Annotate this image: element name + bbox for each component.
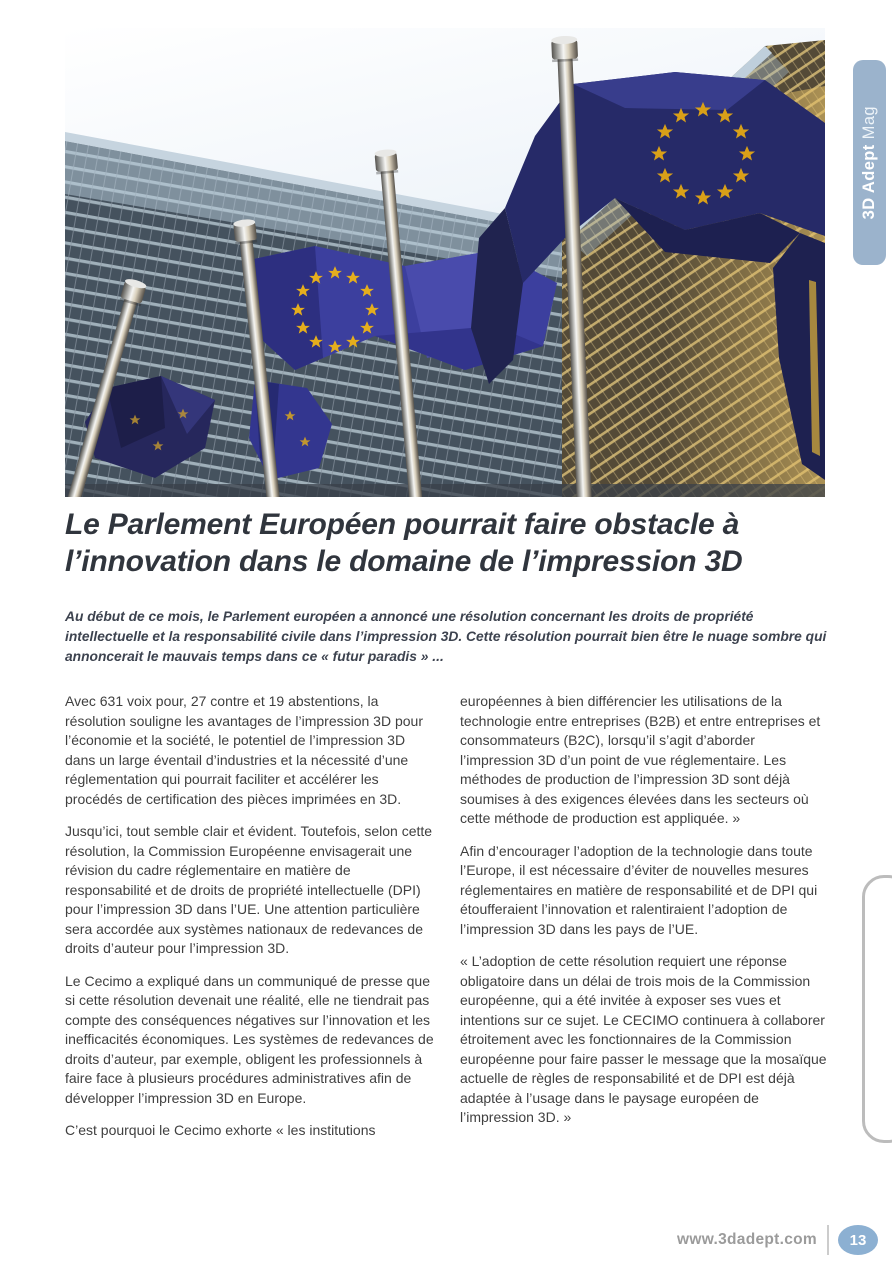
footer-divider <box>827 1225 829 1255</box>
side-tab-label-bold: 3D Adept <box>860 144 878 220</box>
lede: Au début de ce mois, le Parlement européen a annoncé une résolution concernant les droits de propriété intellectuelle et la responsabilité civile dans l’impression 3D. Cette résolution pourrait bien être le nuage sombre qui annoncerait le mauvais temps dans ce « futur paradis » ... <box>65 609 827 664</box>
website-link[interactable]: www.3dadept.com <box>676 1231 817 1248</box>
side-tab-outline <box>862 875 892 1143</box>
paragraph: Jusqu’ici, tout semble clair et évident. Toutefois, selon cette résolution, la Commission Européenne envisagerait une révision du cadre réglementaire en matière de responsabilité et de droits de propriété intellectuelle (DPI) pour l’impression 3D dans l’UE. Une attention particulière sera accordée aux systèmes nationaux de redevances de droits d’auteur pour l’impression 3D. <box>65 823 433 956</box>
facade-base-shadow <box>65 484 825 497</box>
column-right <box>460 692 831 1154</box>
headline-line-1: Le Parlement Européen pourrait faire obstacle à <box>65 508 740 541</box>
page-number: 13 <box>849 1231 867 1249</box>
side-tab-label <box>860 106 879 219</box>
paragraph: européennes à bien différencier les utilisations de la technologie entre entreprises (B2B) et entre entreprises et consommateurs (B2C), lorsqu’il s’agit d’aborder l’impression 3D d’un point de vue réglementaire. Les méthodes de production de l’impression 3D sont déjà soumises à des exigences élevées dans les secteurs où cette méthode de production est appliquée. » <box>460 693 821 826</box>
column-left <box>65 692 436 1154</box>
page-number-badge <box>838 1225 878 1255</box>
paragraph: Afin d’encourager l’adoption de la technologie dans toute l’Europe, il est nécessaire d’éviter de nouvelles mesures réglementaires en matière de responsabilité et de DPI qui étoufferaient l’innovation et ralentiraient l’adoption de l’impression 3D dans les pays de l’UE. <box>460 842 818 937</box>
headline-line-2: l’innovation dans le domaine de l’impression 3D <box>65 545 743 578</box>
paragraph: Avec 631 voix pour, 27 contre et 19 abstentions, la résolution souligne les avantages de l’impression 3D pour l’économie et la société, le potentiel de l’impression 3D dans un large éventail d’industries et la nécessité d’une réglementation qui pourrait faciliter et accélérer les procédés de certification des pièces imprimées en 3D. <box>65 693 423 807</box>
paragraph: « L’adoption de cette résolution requiert une réponse obligatoire dans un délai de trois mois de la Commission européenne, qui a été invitée à exposer ses vues et intentions sur ce sujet. Le CECIMO continuera à collaborer étroitement avec les fonctionnaires de la Commission européenne pour faire passer le message que la mosaïque actuelle de règles de responsabilité et de DPI est déjà adaptée à l’usage dans le paysage européen de l’impression 3D. » <box>460 953 827 1125</box>
photo-eu-flags <box>65 28 825 497</box>
article-columns <box>65 692 831 1154</box>
paragraph: Le Cecimo a expliqué dans un communiqué de presse que si cette résolution devenait une réalité, elle ne tiendrait pas compte des conséquences négatives sur l’innovation et les inefficacités économiques. Les systèmes de redevances de droits d’auteur, par exemple, obligent les professionnels à faire face à plusieurs procédures administratives afin de développer l’impression 3D en Europe. <box>65 972 434 1106</box>
side-tab-label-light: Mag <box>860 105 878 140</box>
paragraph: C’est pourquoi le Cecimo exhorte « les institutions <box>65 1122 376 1138</box>
footer <box>677 1221 878 1259</box>
side-tab <box>853 60 886 265</box>
headline <box>65 506 840 580</box>
